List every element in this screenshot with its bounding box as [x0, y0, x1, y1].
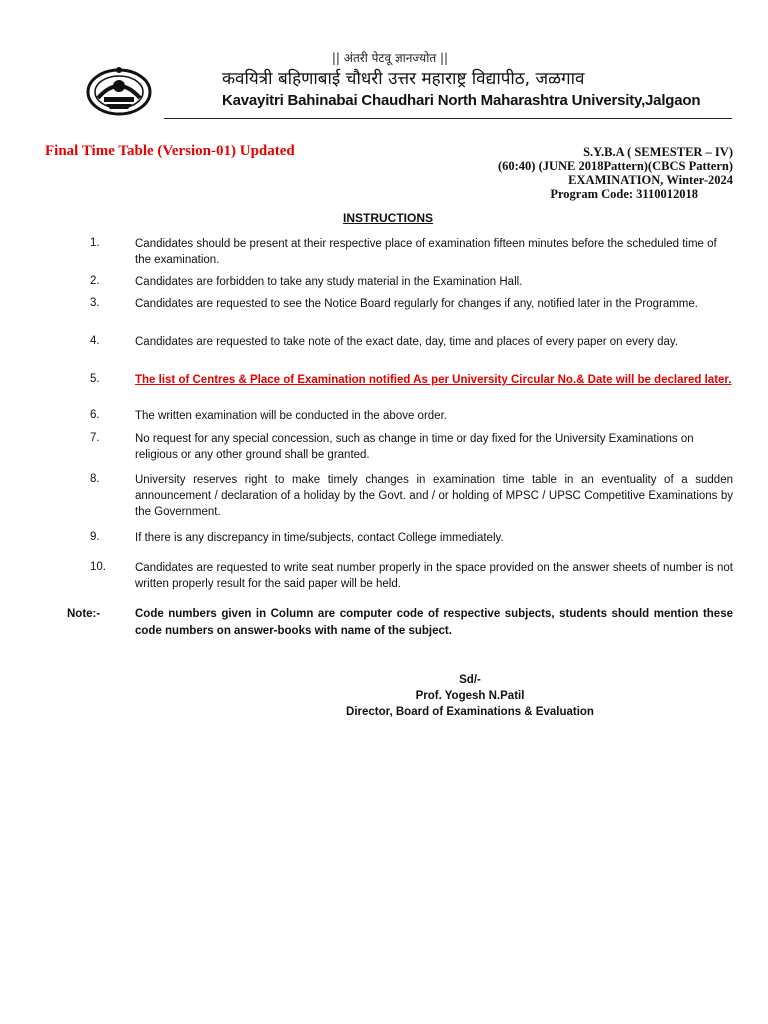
note-label: Note:- [67, 608, 101, 620]
instructions-heading: INSTRUCTIONS [343, 211, 433, 225]
instruction-number: 8. [90, 473, 100, 485]
university-name-marathi: कवयित्री बहिणाबाई चौधरी उत्तर महाराष्ट्र विद्यापीठ, जळगाव [222, 69, 585, 89]
header-divider [164, 118, 732, 119]
instruction-number: 4. [90, 335, 100, 347]
course-name: S.Y.B.A ( SEMESTER – IV) [583, 145, 733, 159]
instruction-text-highlight: The list of Centres & Place of Examination notified As per University Circular No.& Date will be declared later. [135, 374, 732, 386]
exam-pattern: (60:40) (JUNE 2018Pattern)(CBCS Pattern) [497, 159, 733, 173]
university-name-english: Kavayitri Bahinabai Chaudhari North Maharashtra University,Jalgaon [222, 92, 701, 109]
instruction-text: If there is any discrepancy in time/subjects, contact College immediately. [135, 532, 504, 544]
instruction-number: 9. [90, 531, 100, 543]
signatory-name: Prof. Yogesh N.Patil [415, 690, 525, 702]
instruction-number: 6. [90, 409, 100, 421]
instruction-text: Candidates are requested to take note of the exact date, day, time and places of every paper on every day. [135, 336, 678, 348]
note-text: Code numbers given in Column are computer code of respective subjects, students should mention these code numbers on answer-books with name of the subject. [135, 608, 733, 637]
instruction-number: 7. [90, 432, 100, 444]
instruction-number: 2. [90, 275, 100, 287]
instruction-number: 5. [90, 373, 100, 385]
program-code: Program Code: 3110012018 [550, 187, 698, 201]
university-emblem-icon [84, 64, 154, 116]
instruction-text: No request for any special concession, such as change in time or day fixed for the University Examinations on religious or any other ground shall be granted. [135, 433, 694, 461]
instruction-text: Candidates are forbidden to take any study material in the Examination Hall. [135, 276, 523, 288]
university-motto: || अंतरी पेटवू ज्ञानज्योत || [331, 51, 449, 65]
signature-mark: Sd/- [459, 674, 481, 686]
instruction-text: Candidates are requested to write seat number properly in the space provided on the answer sheets of number is not written properly result for the said paper will be held. [135, 562, 733, 590]
timetable-title: Final Time Table (Version-01) Updated [45, 143, 295, 159]
instruction-text: The written examination will be conducted in the above order. [135, 410, 447, 422]
instruction-number: 3. [90, 297, 100, 309]
instruction-text: University reserves right to make timely changes in examination time table in an eventuality of a sudden announcement / declaration of a holiday by the Govt. and / or holding of MPSC / UPSC Competitive Examinations by the Government. [135, 474, 733, 518]
instruction-text: Candidates are requested to see the Notice Board regularly for changes if any, notified later in the Programme. [135, 298, 698, 310]
signatory-designation: Director, Board of Examinations & Evaluation [346, 706, 594, 718]
instruction-number: 10. [90, 561, 106, 573]
instruction-number: 1. [90, 237, 100, 249]
exam-session: EXAMINATION, Winter-2024 [568, 173, 733, 187]
instruction-text: Candidates should be present at their respective place of examination fifteen minutes before the scheduled time of the examination. [135, 238, 717, 266]
